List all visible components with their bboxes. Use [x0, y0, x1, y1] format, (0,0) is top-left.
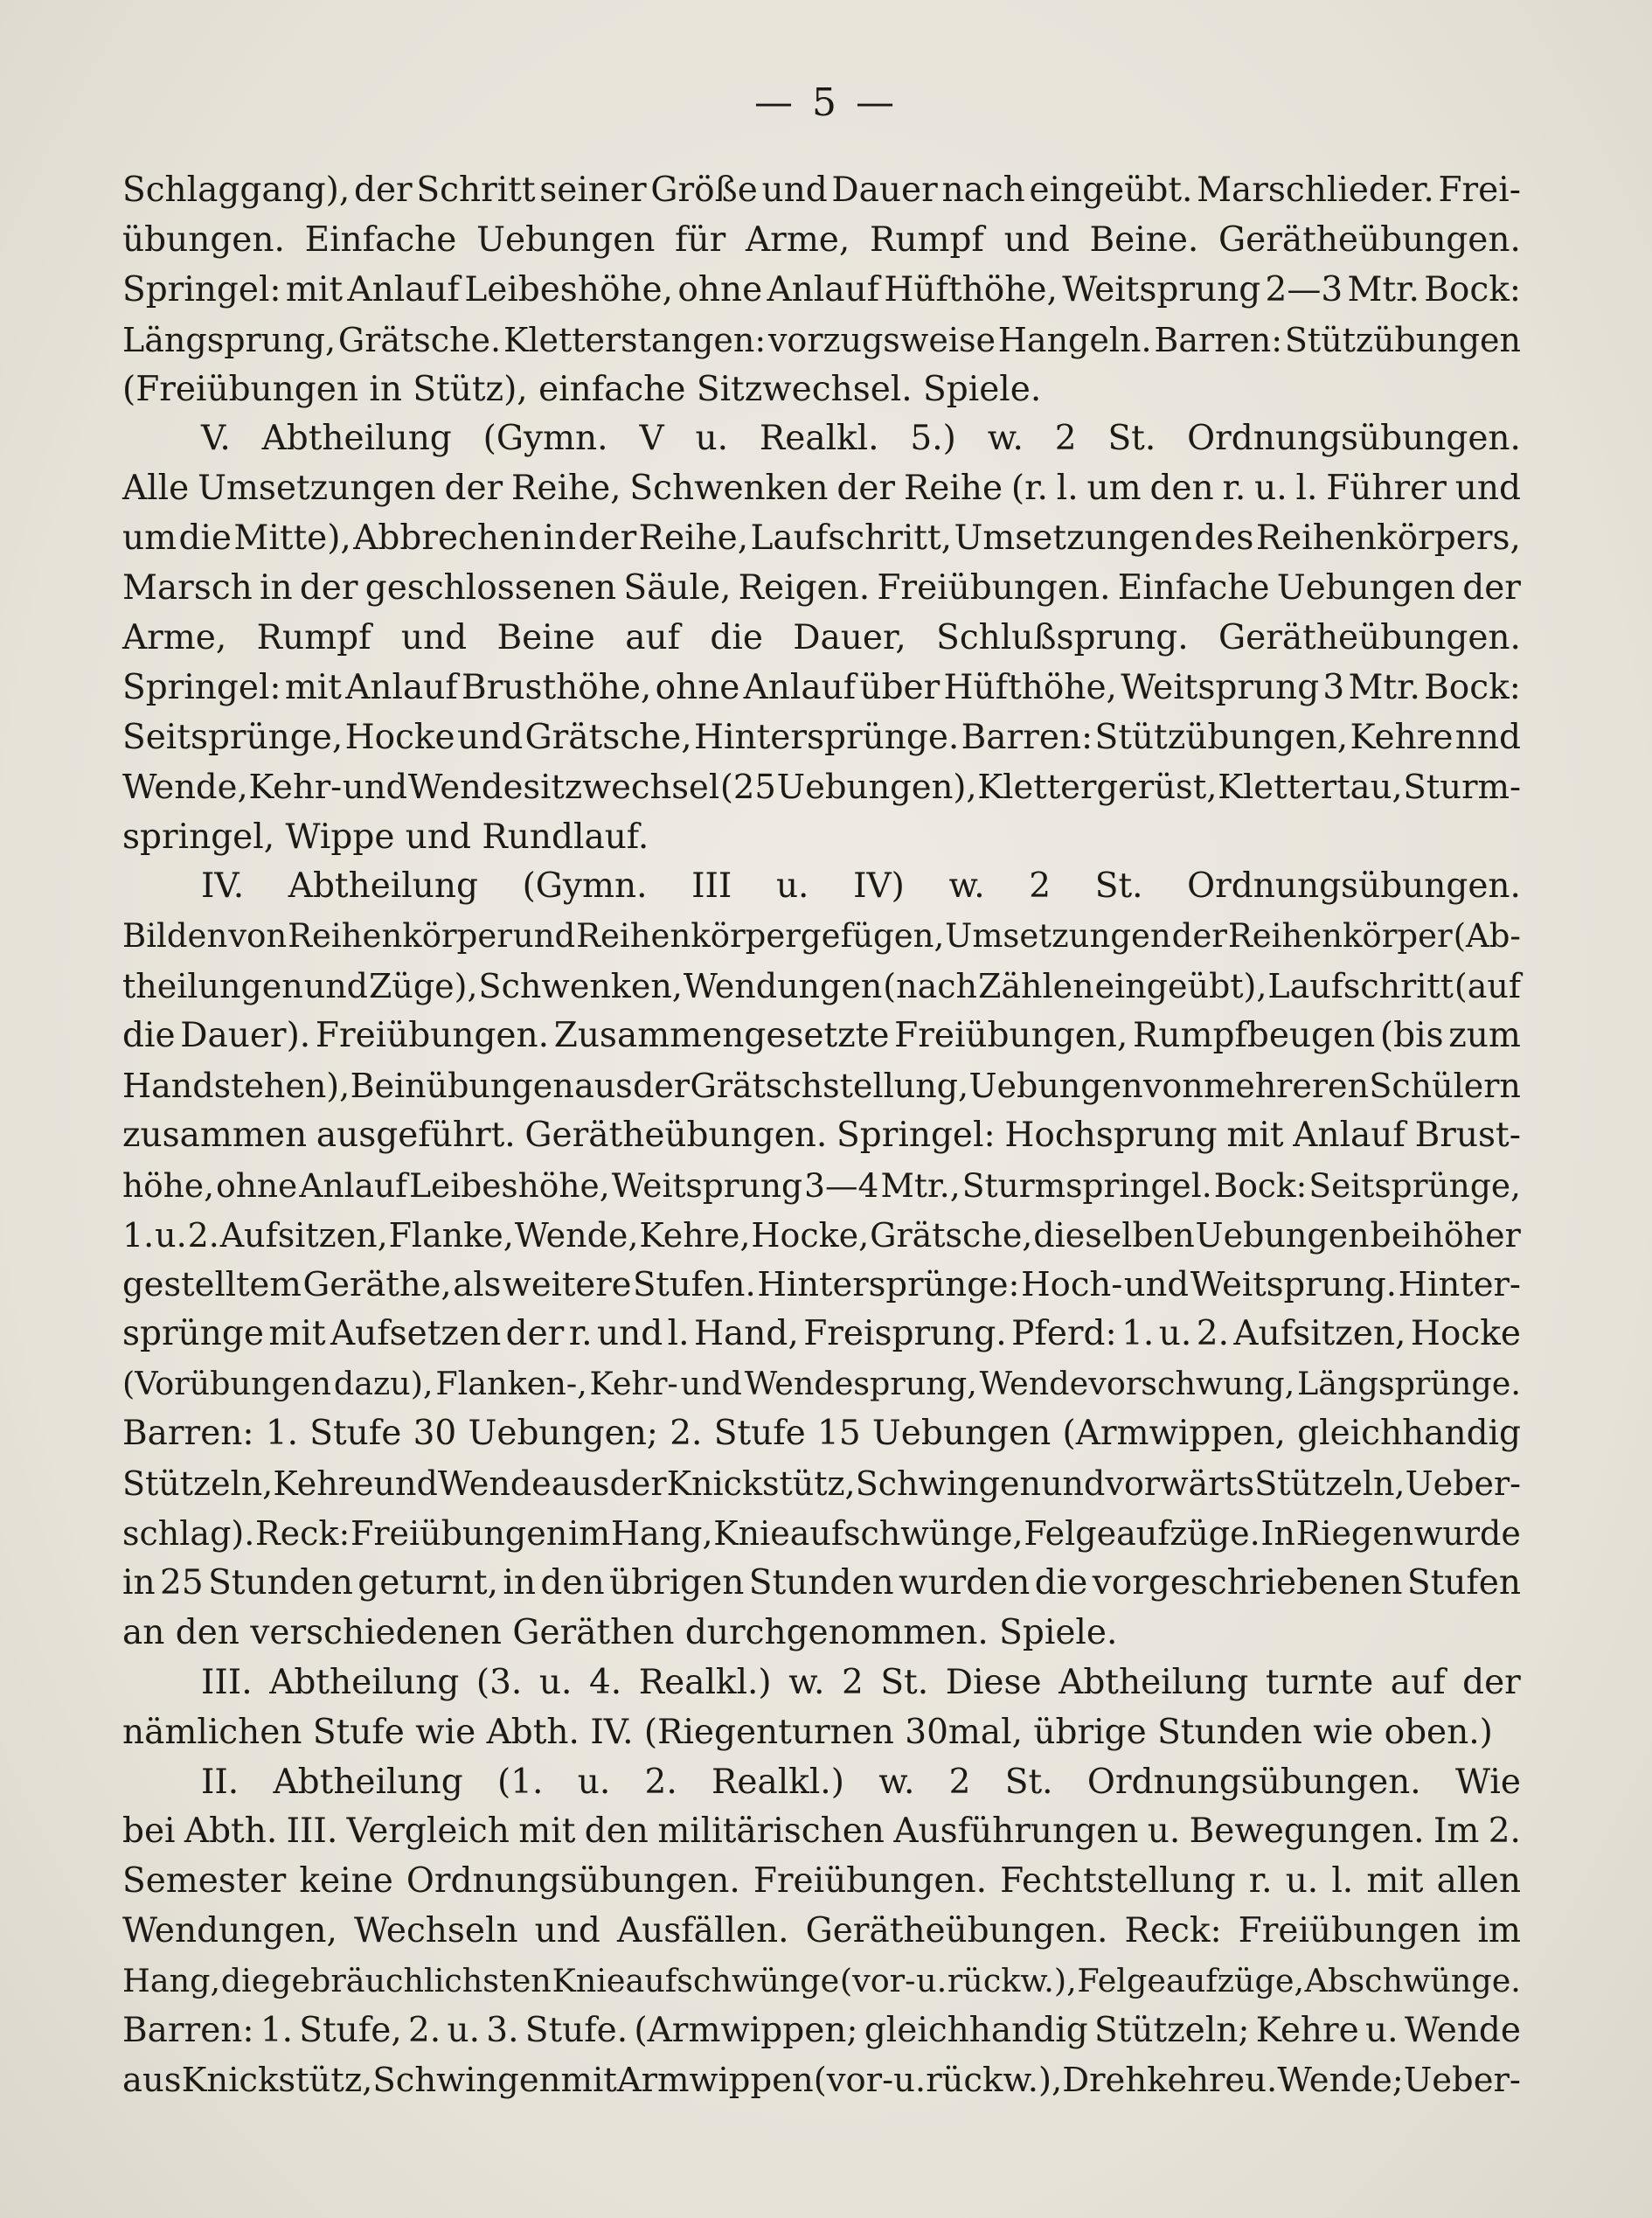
text-line: III. Abtheilung (3. u. 4. Realkl.) w. 2 St. Diese Abtheilung turnte auf der [201, 1662, 1521, 1702]
text-line: Seitsprünge, Hocke und Grätsche, Hintersprünge. Barren: Stützübungen, Kehre nnd [122, 717, 1521, 757]
text-line: theilungen und Züge), Schwenken, Wendungen (nach Zählen eingeübt), Laufschritt (auf [122, 967, 1521, 1006]
text-line: Stützeln, Kehre und Wende aus der Knickstütz, Schwingen und vorwärts Stützeln, Ueber- [122, 1464, 1521, 1504]
text-line: Längsprung, Grätsche. Kletterstangen: vorzugsweise Hangeln. Barren: Stützübungen [122, 320, 1521, 359]
text-line: II. Abtheilung (1. u. 2. Realkl.) w. 2 St. Ordnungsübungen. Wie [201, 1762, 1521, 1802]
text-line: Wende, Kehr- und Wendesitzwechsel (25 Uebungen), Klettergerüst, Klettertau, Sturm- [122, 767, 1521, 807]
text-line: Arme, Rumpf und Beine auf die Dauer, Schlußsprung. Gerätheübungen. [122, 618, 1521, 658]
text-line: Alle Umsetzungen der Reihe, Schwenken der Reihe (r. l. um den r. u. l. Führer und [122, 469, 1521, 509]
text-line: die Dauer). Freiübungen. Zusammengesetzte Freiübungen, Rumpfbeugen (bis zum [122, 1016, 1521, 1056]
text-line: IV. Abtheilung (Gymn. III u. IV) w. 2 St. Ordnungsübungen. [201, 866, 1521, 907]
text-line: aus Knickstütz, Schwingen mit Armwippen (vor- u. rückw.), Drehkehre u. Wende; Ueber- [122, 2060, 1521, 2100]
text-line: nämlichen Stufe wie Abth. IV. (Riegenturnen 30mal, übrige Stunden wie oben.) [122, 1712, 1493, 1752]
text-line: Springel: mit Anlauf Leibeshöhe, ohne Anlauf Hüfthöhe, Weitsprung 2—3 Mtr. Bock: [122, 269, 1521, 309]
text-body [122, 166, 1521, 2106]
text-line: gestelltem Geräthe, als weitere Stufen. Hintersprünge: Hoch- und Weitsprung. Hinter- [122, 1264, 1521, 1304]
text-line: Hang, die gebräuchlichsten Knieaufschwünge (vor- u. rückw.), Felgeaufzüge, Abschwünge. [122, 1962, 1521, 2000]
text-line: Marsch in der geschlossenen Säule, Reigen. Freiübungen. Einfache Uebungen der [122, 568, 1521, 608]
text-line: (Vorübungen dazu), Flanken-, Kehr- und Wendesprung, Wendevorschwung, Längsprünge. [122, 1365, 1521, 1403]
text-line: übungen. Einfache Uebungen für Arme, Rumpf und Beine. Gerätheübungen. [122, 219, 1521, 260]
text-line: um die Mitte), Abbrechen in der Reihe, Laufschritt, Umsetzungen des Reihenkörpers, [122, 518, 1521, 559]
text-line: höhe, ohne Anlauf Leibeshöhe, Weitsprung 3—4 Mtr., Sturmspringel. Bock: Seitsprünge, [122, 1165, 1521, 1205]
text-line: zusammen ausgeführt. Gerätheübungen. Springel: Hochsprung mit Anlauf Brust- [122, 1115, 1521, 1155]
text-line: sprünge mit Aufsetzen der r. und l. Hand, Freisprung. Pferd: 1. u. 2. Aufsitzen, Hocke [122, 1314, 1521, 1354]
text-line: Bilden von Reihenkörper und Reihenkörpergefügen, Umsetzungen der Reihenkörper (Ab- [122, 917, 1521, 956]
text-line: bei Abth. III. Vergleich mit den militärischen Ausführungen u. Bewegungen. Im 2. [122, 1811, 1521, 1852]
text-line: (Freiübungen in Stütz), einfache Sitzwechsel. Spiele. [122, 369, 1042, 409]
text-line: Wendungen, Wechseln und Ausfällen. Gerätheübungen. Reck: Freiübungen im [122, 1911, 1521, 1951]
text-line: schlag). Reck: Freiübungen im Hang, Knieaufschwünge, Felgeaufzüge. In Riegen wurde [122, 1514, 1521, 1554]
text-line: V. Abtheilung (Gymn. V u. Realkl. 5.) w. 2 St. Ordnungsübungen. [201, 419, 1521, 459]
text-line: Schlaggang), der Schritt seiner Größe und Dauer nach eingeübt. Marschlieder. Frei- [122, 170, 1521, 210]
text-line: 1. u. 2. Aufsitzen, Flanke, Wende, Kehre, Hocke, Grätsche, dieselben Uebungen bei höher [122, 1215, 1521, 1255]
text-line: Barren: 1. Stufe 30 Uebungen; 2. Stufe 15 Uebungen (Armwippen, gleichhandig [122, 1414, 1521, 1454]
text-line: in 25 Stunden geturnt, in den übrigen Stunden wurden die vorgeschriebenen Stufen [122, 1562, 1521, 1603]
text-line: Springel: mit Anlauf Brusthöhe, ohne Anlauf über Hüfthöhe, Weitsprung 3 Mtr. Bock: [122, 667, 1521, 707]
text-line: Barren: 1. Stufe, 2. u. 3. Stufe. (Armwippen; gleichhandig Stützeln; Kehre u. Wende [122, 2010, 1521, 2050]
text-line: Handstehen), Beinübungen aus der Grätschstellung, Uebungen von mehreren Schülern [122, 1067, 1521, 1106]
text-line: an den verschiedenen Geräthen durchgenommen. Spiele. [122, 1612, 1118, 1652]
page-number: — 5 — [754, 80, 898, 125]
text-line: springel, Wippe und Rundlauf. [122, 817, 649, 857]
text-line: Semester keine Ordnungsübungen. Freiübungen. Fechtstellung r. u. l. mit allen [122, 1861, 1521, 1902]
